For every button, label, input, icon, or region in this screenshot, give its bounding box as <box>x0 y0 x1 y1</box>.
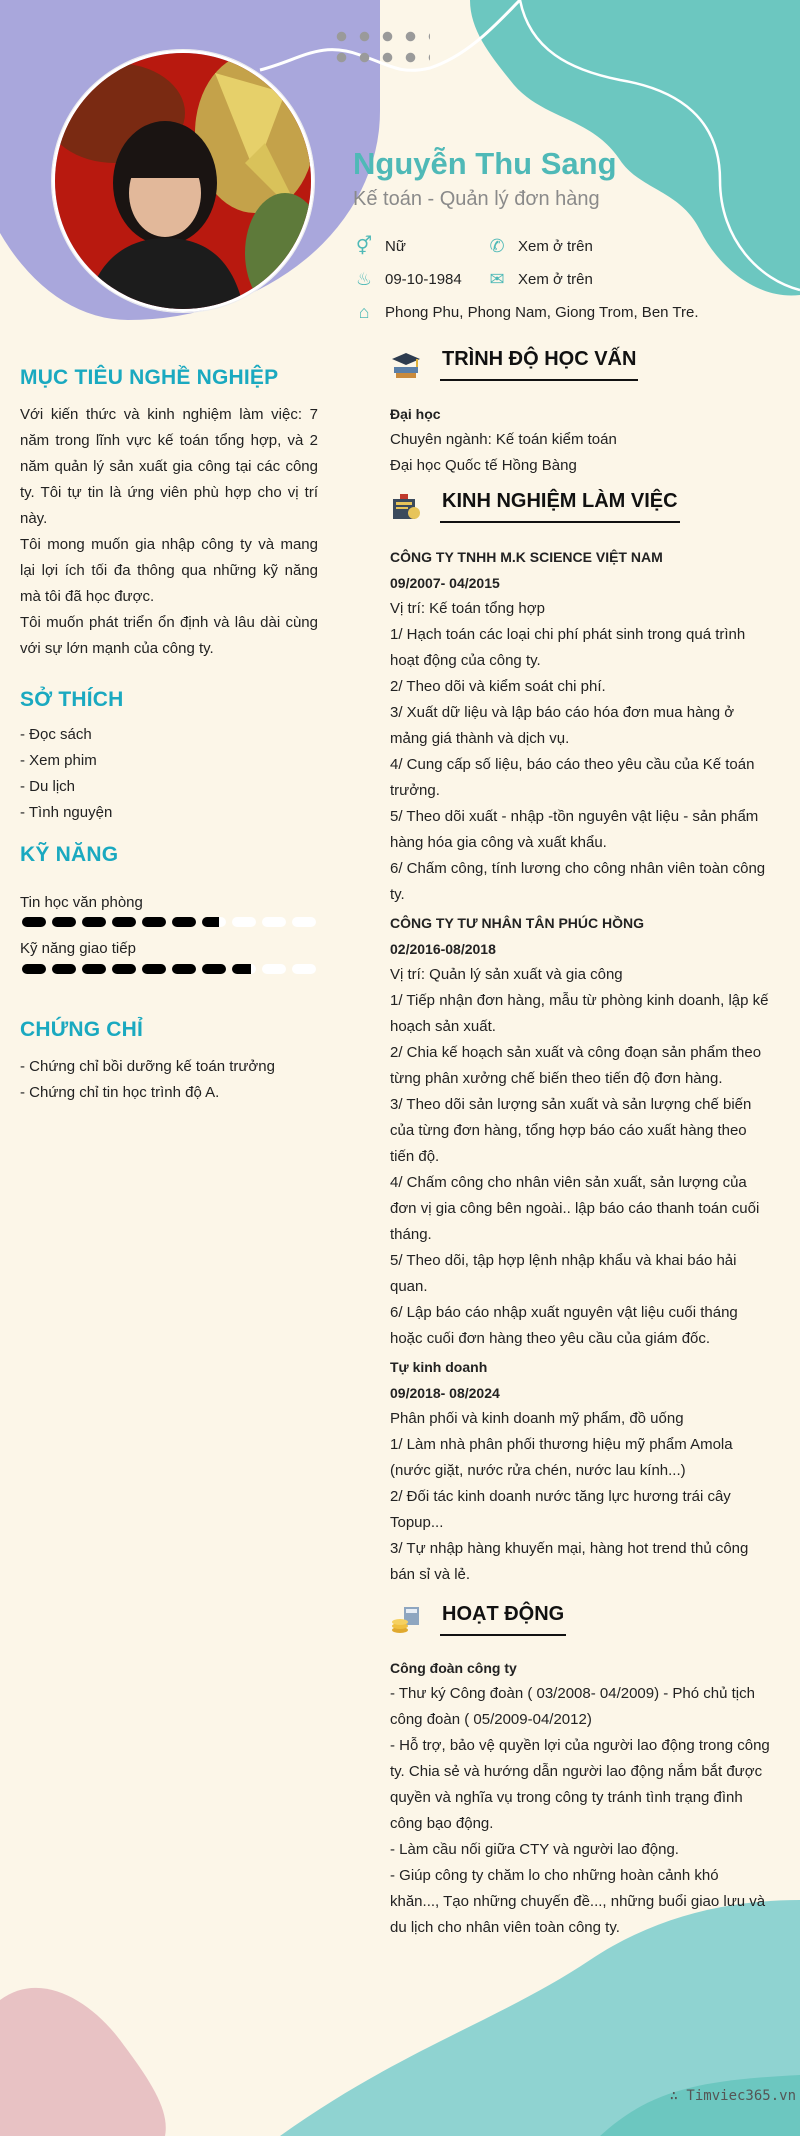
education-level: Đại học <box>390 406 441 422</box>
objective-title: MỤC TIÊU NGHỀ NGHIỆP <box>20 366 279 389</box>
activity-line: - Giúp công ty chăm lo cho những hoàn cảnh khó khăn..., Tạo những chuyến đề..., những buổi giao lưu và du lịch cho nhân viên toàn công ty. <box>390 1867 766 1936</box>
job-line: Phân phối và kinh doanh mỹ phẩm, đồ uống <box>390 1410 684 1427</box>
skill-dash <box>112 917 136 927</box>
skill-dash <box>262 964 286 974</box>
objective-paragraph: Với kiến thức và kinh nghiệm làm việc: 7 năm trong lĩnh vực kế toán tổng hợp, và 2 năm quản lý sản xuất gia công tại các công ty. Tôi tự tin là ứng viên phù hợp cho vị trí này. <box>20 406 318 527</box>
hobby-item: - Đọc sách <box>20 726 92 743</box>
skill-dash <box>52 917 76 927</box>
job-line: 2/ Theo dõi và kiểm soát chi phí. <box>390 678 606 695</box>
mail-icon: ✉ <box>489 268 505 289</box>
skill-dash <box>232 964 256 974</box>
experience-title: KINH NGHIỆM LÀM VIỆC <box>440 490 680 523</box>
watermark: ∴ Timviec365.vn <box>669 2088 796 2104</box>
job-line: 1/ Tiếp nhận đơn hàng, mẫu từ phòng kinh doanh, lập kế hoạch sản xuất. <box>390 992 769 1035</box>
objective-text <box>20 402 318 662</box>
objective-paragraph: Tôi mong muốn gia nhập công ty và mang lại lợi ích tối đa thông qua những kỹ năng mà tôi đã học được. <box>20 536 318 605</box>
education-title: TRÌNH ĐỘ HỌC VẤN <box>440 348 638 381</box>
skill-label: Kỹ năng giao tiếp <box>20 940 136 957</box>
dob-row <box>353 269 462 289</box>
job-line: Vị trí: Kế toán tổng hợp <box>390 600 545 617</box>
job-line: 3/ Theo dõi sản lượng sản xuất và sản lượng chế biến của từng đơn hàng, tổng hợp báo cáo xuất hàng theo tiến độ. <box>390 1096 752 1165</box>
gender-icon: ⚥ <box>355 235 373 256</box>
dob-value: 09-10-1984 <box>385 270 462 288</box>
skill-dash <box>52 964 76 974</box>
graduation-cap-icon <box>390 349 422 381</box>
home-icon: ⌂ <box>358 301 370 322</box>
education-header <box>390 348 638 381</box>
hobbies-title: SỞ THÍCH <box>20 688 124 711</box>
skill-label: Tin học văn phòng <box>20 894 143 911</box>
cake-icon: ♨ <box>355 268 373 289</box>
skill-dash <box>22 917 46 927</box>
candidate-name: Nguyễn Thu Sang <box>353 146 617 181</box>
experience-body <box>390 544 770 1588</box>
job-line: 3/ Xuất dữ liệu và lập báo cáo hóa đơn mua hàng ở mảng giá thành và dịch vụ. <box>390 704 735 747</box>
experience-header <box>390 490 680 523</box>
phone-row <box>486 236 593 256</box>
hobbies-list <box>20 722 318 826</box>
education-major: Chuyên ngành: Kế toán kiểm toán <box>390 431 617 448</box>
activity-line: - Hỗ trợ, bảo vệ quyền lợi của người lao động trong công ty. Chia sẻ và hướng dẫn người lao động nắm bắt được quyền và nghĩa vụ trong công ty tránh tình trạng đình công bạo động. <box>390 1737 770 1832</box>
phone-value: Xem ở trên <box>518 237 593 255</box>
gender-row <box>353 236 406 256</box>
job-line: 6/ Chấm công, tính lương cho công nhân viên toàn công ty. <box>390 860 766 903</box>
job-line: 6/ Lập báo cáo nhập xuất nguyên vật liệu cuối tháng hoặc cuối đơn hàng theo yêu cầu của giám đốc. <box>390 1304 738 1347</box>
objective-paragraph: Tôi muốn phát triển ổn định và lâu dài cùng với sự lớn mạnh của công ty. <box>20 614 318 657</box>
job-period: 09/2018- 08/2024 <box>390 1385 500 1401</box>
job-line: 1/ Hạch toán các loại chi phí phát sinh trong quá trình hoạt động của công ty. <box>390 626 746 669</box>
skill-dash <box>142 964 166 974</box>
address-value: Phong Phu, Phong Nam, Giong Trom, Ben Tre. <box>385 303 699 321</box>
job-line: 2/ Đối tác kinh doanh nước tăng lực hương trái cây Topup... <box>390 1488 731 1531</box>
job-company: CÔNG TY TƯ NHÂN TÂN PHÚC HỒNG <box>390 915 645 931</box>
candidate-title: Kế toán - Quản lý đơn hàng <box>353 188 600 210</box>
certificate-item: - Chứng chỉ bồi dưỡng kế toán trưởng <box>20 1058 275 1075</box>
job-period: 02/2016-08/2018 <box>390 941 496 957</box>
job-line: 5/ Theo dõi, tập hợp lệnh nhập khẩu và khai báo hải quan. <box>390 1252 737 1295</box>
skill-dash <box>112 964 136 974</box>
activity-org: Công đoàn công ty <box>390 1660 517 1676</box>
email-row <box>486 269 593 289</box>
skill-level-bar <box>22 964 322 974</box>
job-line: 5/ Theo dõi xuất - nhập -tồn nguyên vật liệu - sản phẩm hàng hóa gia công và xuất khẩu. <box>390 808 759 851</box>
job-company: Tự kinh doanh <box>390 1359 488 1375</box>
job-company: CÔNG TY TNHH M.K SCIENCE VIỆT NAM <box>390 549 663 565</box>
education-school: Đại học Quốc tế Hồng Bàng <box>390 457 577 474</box>
certificates-list <box>20 1054 318 1106</box>
skill-dash <box>232 917 256 927</box>
job-line: 4/ Chấm công cho nhân viên sản xuất, sản lượng của đơn vị gia công bên ngoài.. lập báo cáo thanh toán cuối tháng. <box>390 1174 760 1243</box>
coins-calculator-icon <box>390 1604 422 1636</box>
skill-dash <box>292 964 316 974</box>
skill-dash <box>82 964 106 974</box>
activity-line: - Thư ký Công đoàn ( 03/2008- 04/2009) - Phó chủ tịch công đoàn ( 05/2009-04/2012) <box>390 1685 755 1728</box>
job-line: 2/ Chia kế hoạch sản xuất và công đoạn sản phẩm theo từng phân xưởng chế biến theo tiến độ đơn hàng. <box>390 1044 762 1087</box>
certificates-title: CHỨNG CHỈ <box>20 1018 144 1041</box>
gender-value: Nữ <box>385 237 406 255</box>
activities-body <box>390 1655 770 1941</box>
hobby-item: - Du lịch <box>20 778 76 795</box>
skill-dash <box>82 917 106 927</box>
activities-header <box>390 1603 566 1636</box>
phone-icon: ✆ <box>489 235 505 256</box>
address-row <box>353 302 699 322</box>
hobby-item: - Tình nguyện <box>20 804 113 821</box>
skill-dash <box>142 917 166 927</box>
profile-avatar <box>52 50 314 312</box>
skill-dash <box>172 917 196 927</box>
job-period: 09/2007- 04/2015 <box>390 575 500 591</box>
skill-dash <box>202 917 226 927</box>
skills-title: KỸ NĂNG <box>20 843 119 866</box>
email-value: Xem ở trên <box>518 270 593 288</box>
briefcase-certificate-icon <box>390 491 422 523</box>
skill-dash <box>202 964 226 974</box>
hobby-item: - Xem phim <box>20 752 97 769</box>
skill-dash <box>292 917 316 927</box>
job-line: Vị trí: Quản lý sản xuất và gia công <box>390 966 623 983</box>
education-body <box>390 401 770 479</box>
skill-dash <box>262 917 286 927</box>
certificate-item: - Chứng chỉ tin học trình độ A. <box>20 1084 220 1101</box>
dot-grid-decoration <box>330 26 430 68</box>
skill-level-bar <box>22 917 322 927</box>
activity-line: - Làm cầu nối giữa CTY và người lao động. <box>390 1841 679 1858</box>
job-line: 4/ Cung cấp số liệu, báo cáo theo yêu cầu của Kế toán trưởng. <box>390 756 755 799</box>
job-line: 1/ Làm nhà phân phối thương hiệu mỹ phẩm Amola (nước giặt, nước rửa chén, nước lau kính...) <box>390 1436 733 1479</box>
activities-title: HOẠT ĐỘNG <box>440 1603 566 1636</box>
skill-dash <box>22 964 46 974</box>
skill-dash <box>172 964 196 974</box>
job-line: 3/ Tự nhập hàng khuyến mại, hàng hot trend thủ công bán sỉ và lẻ. <box>390 1540 749 1583</box>
